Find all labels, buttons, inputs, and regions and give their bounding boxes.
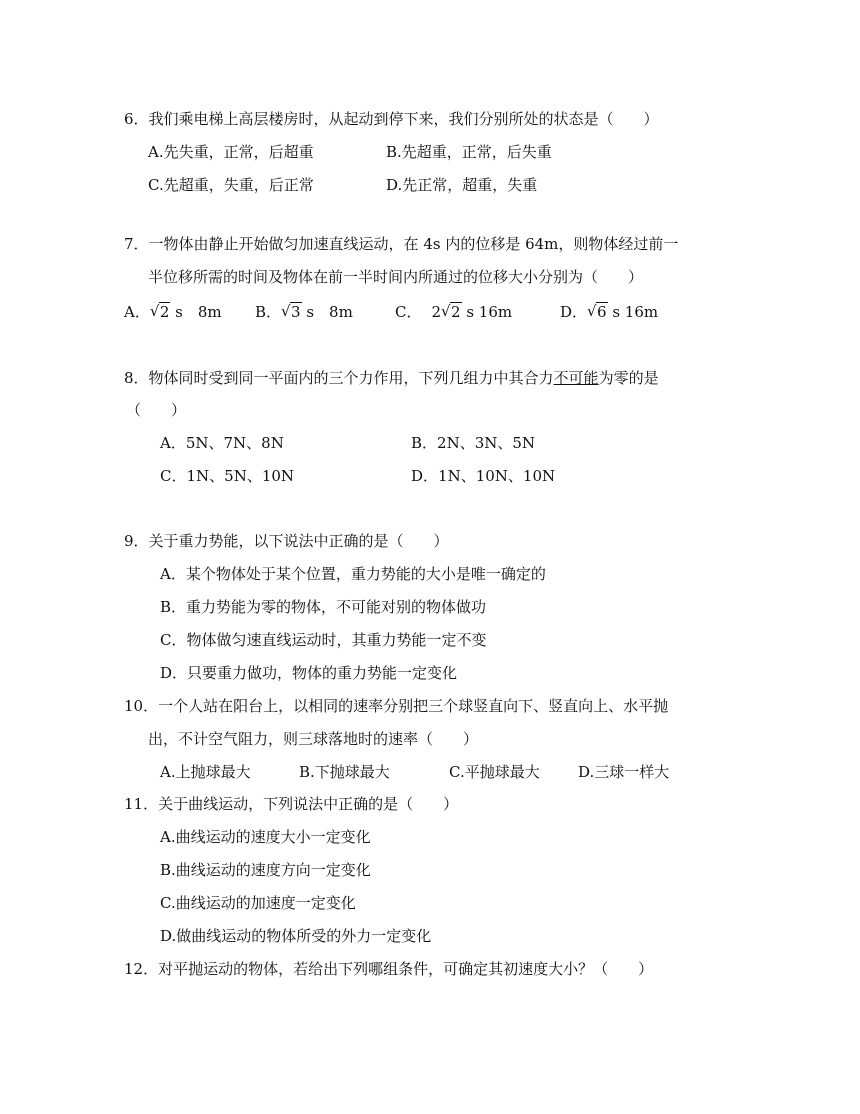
question-8-option-b: B．2N、3N、5N (411, 434, 536, 452)
option-text: s 8m (301, 303, 353, 321)
option-text: s 16m (607, 303, 659, 321)
question-7-stem-line-1: 7．一物体由静止开始做匀加速直线运动，在 4s 内的位移是 64m，则物体经过前一 (124, 235, 679, 253)
question-11-option-a: A.曲线运动的速度大小一定变化 (160, 828, 371, 846)
question-12-stem: 12．对平抛运动的物体，若给出下列哪组条件，可确定其初速度大小？（ ） (124, 960, 654, 978)
question-7-option-c (395, 302, 512, 322)
underlined-emphasis: 不可能 (553, 369, 599, 387)
question-11-stem: 11．关于曲线运动，下列说法中正确的是（ ） (124, 795, 459, 813)
stem-text: 为零的是 (598, 369, 659, 387)
sqrt-symbol (441, 302, 462, 322)
question-6-option-a: A.先失重，正常，后超重 (148, 143, 314, 161)
question-11-option-b: B.曲线运动的速度方向一定变化 (160, 861, 371, 879)
question-10-option-b: B.下抛球最大 (299, 763, 390, 781)
sqrt-coefficient: 2 (431, 303, 442, 321)
sqrt-symbol (281, 302, 302, 322)
question-7-option-b (255, 302, 353, 322)
sqrt-symbol (587, 302, 608, 322)
stem-text: 8．物体同时受到同一平面内的三个力作用，下列几组力中其合力 (124, 369, 554, 387)
question-11-option-c: C.曲线运动的加速度一定变化 (160, 894, 356, 912)
question-10-stem-line-1: 10．一个人站在阳台上，以相同的速率分别把三个球竖直向下、竖直向上、水平抛 (124, 697, 669, 715)
option-letter: C． (395, 303, 422, 321)
option-letter: D． (560, 303, 588, 321)
sqrt-radicand: 2 (451, 303, 461, 321)
question-10-option-a: A.上抛球最大 (160, 763, 251, 781)
question-8-option-d: D．1N、10N、10N (411, 467, 556, 485)
question-6-option-d: D.先正常，超重，失重 (386, 176, 538, 194)
sqrt-radicand: 2 (159, 303, 170, 321)
question-7-stem-line-2: 半位移所需的时间及物体在前一半时间内所通过的位移大小分别为（ ） (148, 268, 644, 286)
question-8-option-a: A．5N、7N、8N (160, 434, 284, 452)
question-9-option-b: B．重力势能为零的物体，不可能对别的物体做功 (160, 598, 487, 616)
sqrt-radicand: 6 (597, 303, 607, 321)
question-8-option-c: C．1N、5N、10N (160, 467, 295, 485)
question-11-option-d: D.做曲线运动的物体所受的外力一定变化 (160, 927, 432, 945)
question-9-option-c: C．物体做匀速直线运动时，其重力势能一定不变 (160, 631, 487, 649)
option-text: s 8m (170, 303, 222, 321)
question-6-option-b: B.先超重，正常，后失重 (386, 143, 552, 161)
question-10-option-d: D.三球一样大 (578, 763, 670, 781)
question-6-stem: 6．我们乘电梯上高层楼房时，从起动到停下来，我们分别所处的状态是（ ） (124, 110, 659, 128)
question-8-stem-line-2: （ ） (126, 401, 187, 419)
question-9-option-a: A．某个物体处于某个位置，重力势能的大小是唯一确定的 (160, 565, 546, 583)
option-text: s 16m (461, 303, 513, 321)
question-10-option-c: C.平抛球最大 (449, 763, 540, 781)
question-7-option-a (124, 302, 222, 322)
sqrt-radicand: 3 (291, 303, 301, 321)
question-7-option-d (560, 302, 658, 322)
question-9-stem: 9．关于重力势能，以下说法中正确的是（ ） (124, 532, 449, 550)
option-letter: B． (255, 303, 282, 321)
sqrt-symbol (150, 302, 171, 322)
question-8-stem-line-1 (124, 368, 659, 388)
question-9-option-d: D．只要重力做功，物体的重力势能一定变化 (160, 664, 458, 682)
option-letter: A． (124, 303, 150, 321)
question-10-stem-line-2: 出，不计空气阻力，则三球落地时的速率（ ） (148, 730, 479, 748)
question-6-option-c: C.先超重，失重，后正常 (148, 176, 314, 194)
